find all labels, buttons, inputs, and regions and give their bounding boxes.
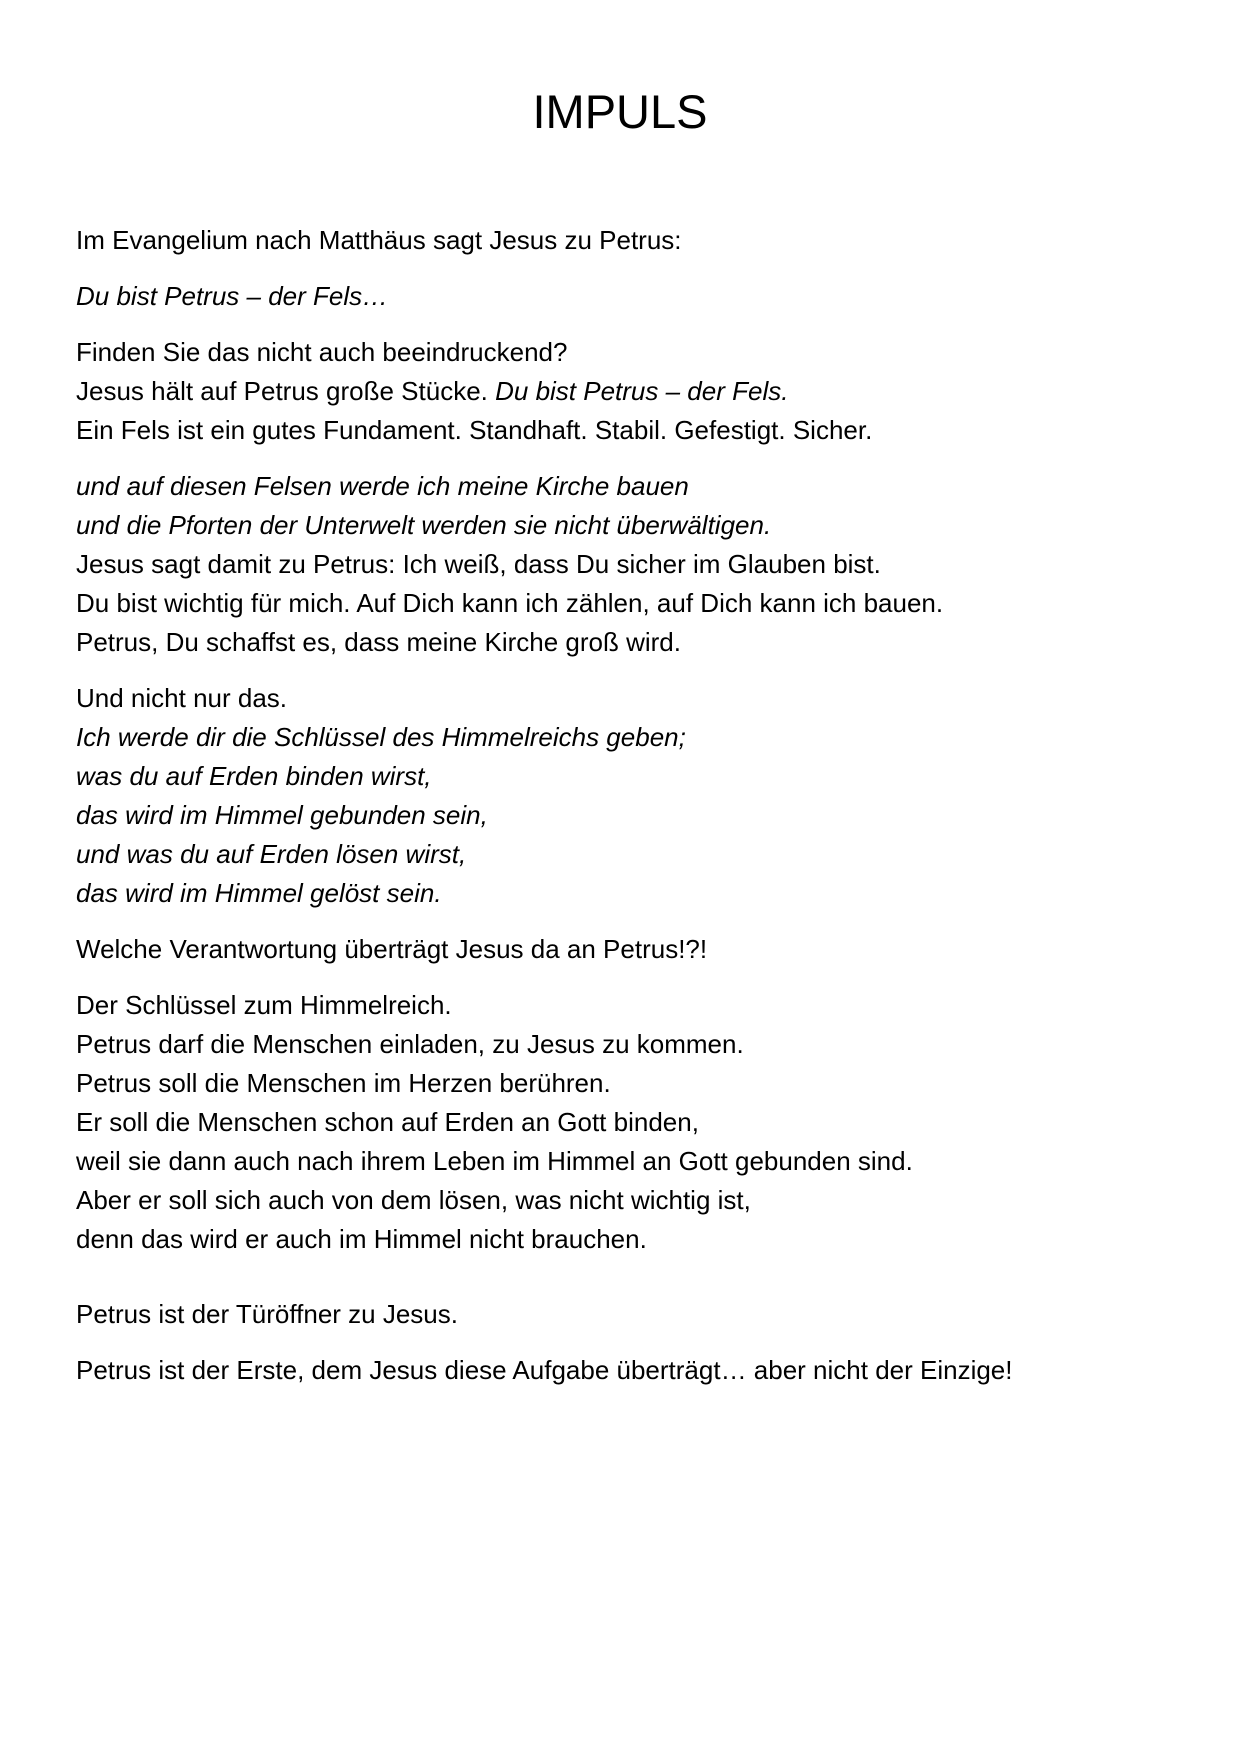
text-segment: Petrus soll die Menschen im Herzen berühren. <box>76 1068 611 1098</box>
page-title: IMPULS <box>532 85 708 138</box>
text-line <box>76 372 1196 411</box>
paragraph <box>76 1351 1196 1390</box>
text-line <box>76 796 1196 835</box>
text-segment: Er soll die Menschen schon auf Erden an Gott binden, <box>76 1107 699 1137</box>
text-line <box>76 679 1196 718</box>
text-segment: Aber er soll sich auch von dem lösen, was nicht wichtig ist, <box>76 1185 751 1215</box>
text-segment: Petrus ist der Erste, dem Jesus diese Aufgabe überträgt… aber nicht der Einzige! <box>76 1355 1013 1385</box>
text-segment: Petrus, Du schaffst es, dass meine Kirche groß wird. <box>76 627 681 657</box>
text-line <box>76 757 1196 796</box>
text-line <box>76 1351 1196 1390</box>
text-segment: Welche Verantwortung überträgt Jesus da an Petrus!?! <box>76 934 708 964</box>
text-line <box>76 545 1196 584</box>
text-line <box>76 835 1196 874</box>
text-segment: Der Schlüssel zum Himmelreich. <box>76 990 452 1020</box>
italic-quote-segment: und die Pforten der Unterwelt werden sie nicht überwältigen. <box>76 510 772 540</box>
text-segment: Jesus hält auf Petrus große Stücke. <box>76 376 496 406</box>
text-segment: Im Evangelium nach Matthäus sagt Jesus zu Petrus: <box>76 225 682 255</box>
paragraph <box>76 930 1196 969</box>
text-line <box>76 986 1196 1025</box>
text-line <box>76 1295 1196 1334</box>
text-line <box>76 1025 1196 1064</box>
text-line <box>76 1181 1196 1220</box>
paragraph <box>76 333 1196 450</box>
paragraph <box>76 277 1196 316</box>
text-line <box>76 221 1196 260</box>
text-line <box>76 506 1196 545</box>
text-line <box>76 1142 1196 1181</box>
text-line <box>76 277 1196 316</box>
text-line <box>76 333 1196 372</box>
italic-quote-segment: Du bist Petrus – der Fels… <box>76 281 389 311</box>
italic-quote-segment: Ich werde dir die Schlüssel des Himmelreichs geben; <box>76 722 686 752</box>
paragraph <box>76 1295 1196 1334</box>
text-line <box>76 623 1196 662</box>
text-line <box>76 411 1196 450</box>
text-segment: Petrus darf die Menschen einladen, zu Jesus zu kommen. <box>76 1029 744 1059</box>
text-line <box>76 930 1196 969</box>
text-segment: weil sie dann auch nach ihrem Leben im Himmel an Gott gebunden sind. <box>76 1146 913 1176</box>
paragraph <box>76 467 1196 662</box>
italic-quote-segment: das wird im Himmel gebunden sein, <box>76 800 488 830</box>
text-line <box>76 1220 1196 1259</box>
paragraph <box>76 986 1196 1259</box>
italic-quote-segment: was du auf Erden binden wirst, <box>76 761 432 791</box>
paragraph <box>76 679 1196 913</box>
paragraph <box>76 221 1196 260</box>
text-line <box>76 1103 1196 1142</box>
italic-quote-segment: und was du auf Erden lösen wirst, <box>76 839 467 869</box>
text-segment: Du bist wichtig für mich. Auf Dich kann ich zählen, auf Dich kann ich bauen. <box>76 588 944 618</box>
text-segment: denn das wird er auch im Himmel nicht brauchen. <box>76 1224 647 1254</box>
text-segment: Petrus ist der Türöffner zu Jesus. <box>76 1299 458 1329</box>
document-body <box>76 221 1196 1407</box>
text-line <box>76 874 1196 913</box>
text-segment: Finden Sie das nicht auch beeindruckend? <box>76 337 568 367</box>
text-line <box>76 467 1196 506</box>
italic-quote-segment: das wird im Himmel gelöst sein. <box>76 878 442 908</box>
text-line <box>76 584 1196 623</box>
text-line <box>76 1064 1196 1103</box>
italic-quote-segment: Du bist Petrus – der Fels. <box>495 376 789 406</box>
text-segment: Jesus sagt damit zu Petrus: Ich weiß, dass Du sicher im Glauben bist. <box>76 549 881 579</box>
text-segment: Ein Fels ist ein gutes Fundament. Standhaft. Stabil. Gefestigt. Sicher. <box>76 415 873 445</box>
italic-quote-segment: und auf diesen Felsen werde ich meine Kirche bauen <box>76 471 689 501</box>
text-segment: Und nicht nur das. <box>76 683 288 713</box>
text-line <box>76 718 1196 757</box>
